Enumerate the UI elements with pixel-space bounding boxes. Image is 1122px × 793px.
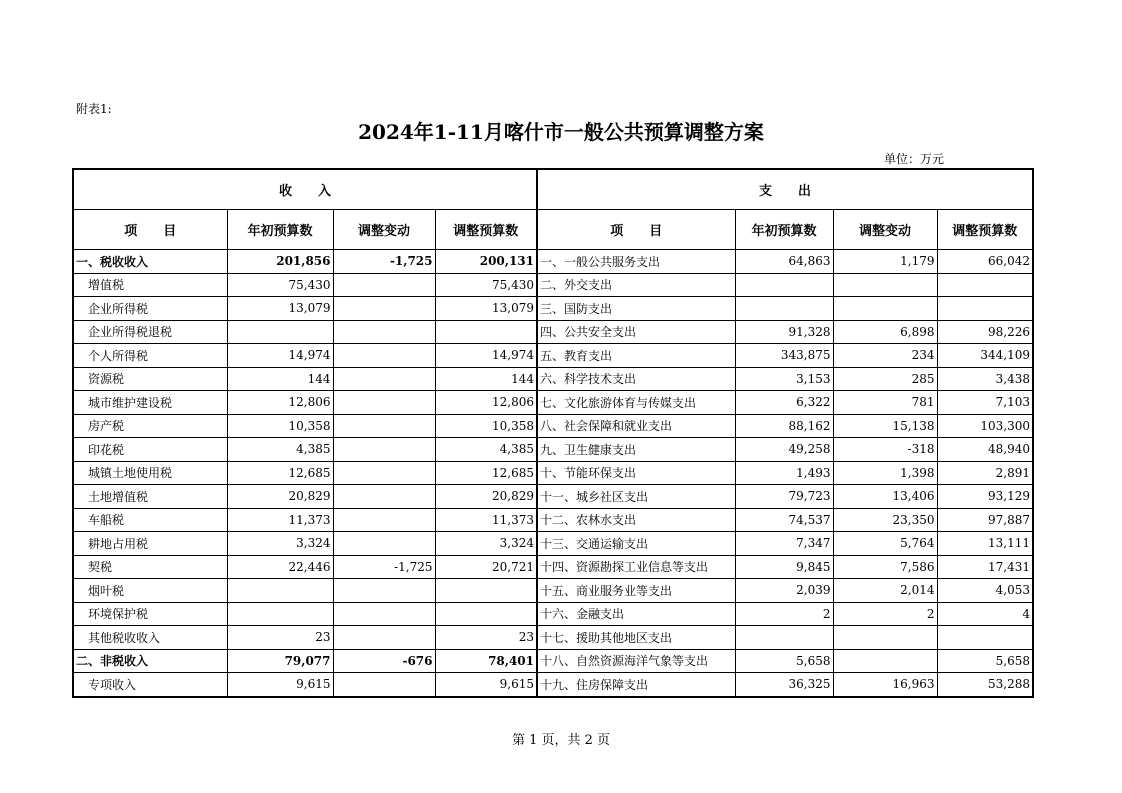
expense-change-cell: 13,406 [833, 485, 937, 509]
expense-initial-cell: 343,875 [735, 344, 833, 368]
expense-adjusted-cell: 103,300 [937, 414, 1033, 438]
expense-change-cell: 23,350 [833, 508, 937, 532]
table-row [73, 579, 1033, 603]
expense-change-header: 调整变动 [833, 210, 937, 250]
column-header-row [73, 210, 1033, 250]
expense-change-cell [833, 649, 937, 673]
income-adjusted-cell: 13,079 [435, 297, 537, 321]
income-item-cell: 耕地占用税 [73, 532, 227, 556]
table-row [73, 485, 1033, 509]
expense-initial-cell: 2 [735, 602, 833, 626]
table-row [73, 320, 1033, 344]
expense-initial-cell [735, 626, 833, 650]
expense-adjusted-cell [937, 297, 1033, 321]
expense-item-header: 项 目 [537, 210, 735, 250]
income-item-cell: 房产税 [73, 414, 227, 438]
income-initial-cell: 11,373 [227, 508, 333, 532]
expense-change-cell: 7,586 [833, 555, 937, 579]
income-change-cell [333, 438, 435, 462]
income-initial-cell: 75,430 [227, 273, 333, 297]
income-item-cell: 企业所得税 [73, 297, 227, 321]
income-change-cell [333, 461, 435, 485]
page-footer: 第 1 页，共 2 页 [511, 733, 611, 748]
table-row [73, 602, 1033, 626]
income-initial-cell: 79,077 [227, 649, 333, 673]
income-adjusted-cell: 78,401 [435, 649, 537, 673]
expense-initial-header: 年初预算数 [735, 210, 833, 250]
expense-initial-cell: 5,658 [735, 649, 833, 673]
expense-change-cell: 781 [833, 391, 937, 415]
expense-initial-cell: 1,493 [735, 461, 833, 485]
expense-initial-cell [735, 297, 833, 321]
income-item-cell: 土地增值税 [73, 485, 227, 509]
table-row [73, 673, 1033, 697]
income-change-cell [333, 579, 435, 603]
income-adjusted-cell: 75,430 [435, 273, 537, 297]
expense-change-cell: 234 [833, 344, 937, 368]
income-item-cell: 专项收入 [73, 673, 227, 697]
income-initial-cell: 22,446 [227, 555, 333, 579]
expense-change-cell: 15,138 [833, 414, 937, 438]
table-row [73, 273, 1033, 297]
expense-adjusted-cell: 5,658 [937, 649, 1033, 673]
expense-initial-cell: 49,258 [735, 438, 833, 462]
expense-change-cell: -318 [833, 438, 937, 462]
income-initial-cell [227, 602, 333, 626]
income-adjusted-cell [435, 602, 537, 626]
expense-adjusted-cell: 17,431 [937, 555, 1033, 579]
income-change-cell [333, 320, 435, 344]
expense-item-cell: 三、国防支出 [537, 297, 735, 321]
income-change-cell [333, 673, 435, 697]
income-item-cell: 城市维护建设税 [73, 391, 227, 415]
expense-initial-cell: 79,723 [735, 485, 833, 509]
income-initial-cell: 23 [227, 626, 333, 650]
income-change-cell [333, 602, 435, 626]
income-change-cell [333, 367, 435, 391]
income-item-cell: 个人所得税 [73, 344, 227, 368]
income-adjusted-cell: 200,131 [435, 250, 537, 274]
expense-change-cell: 2 [833, 602, 937, 626]
expense-item-cell: 十九、住房保障支出 [537, 673, 735, 697]
income-adjusted-cell: 20,829 [435, 485, 537, 509]
income-item-cell: 企业所得税退税 [73, 320, 227, 344]
income-change-cell [333, 273, 435, 297]
expense-item-cell: 十七、援助其他地区支出 [537, 626, 735, 650]
budget-table [72, 168, 1034, 698]
income-item-cell: 环境保护税 [73, 602, 227, 626]
expense-item-cell: 一、一般公共服务支出 [537, 250, 735, 274]
expense-adjusted-cell: 3,438 [937, 367, 1033, 391]
expense-adjusted-header: 调整预算数 [937, 210, 1033, 250]
expense-item-cell: 四、公共安全支出 [537, 320, 735, 344]
page-title: 2024年1-11月喀什市一般公共预算调整方案 [358, 120, 764, 144]
income-initial-cell: 201,856 [227, 250, 333, 274]
expense-initial-cell: 64,863 [735, 250, 833, 274]
income-item-cell: 一、税收收入 [73, 250, 227, 274]
income-initial-header: 年初预算数 [227, 210, 333, 250]
income-item-cell: 印花税 [73, 438, 227, 462]
table-row [73, 555, 1033, 579]
expense-initial-cell: 6,322 [735, 391, 833, 415]
expense-adjusted-cell: 98,226 [937, 320, 1033, 344]
income-item-cell: 城镇土地使用税 [73, 461, 227, 485]
income-initial-cell [227, 579, 333, 603]
expense-item-cell: 十三、交通运输支出 [537, 532, 735, 556]
income-adjusted-cell: 144 [435, 367, 537, 391]
income-initial-cell: 10,358 [227, 414, 333, 438]
expense-item-cell: 十六、金融支出 [537, 602, 735, 626]
expense-section-header: 支 出 [537, 169, 1033, 210]
table-row [73, 626, 1033, 650]
expense-item-cell: 九、卫生健康支出 [537, 438, 735, 462]
income-change-cell: -1,725 [333, 555, 435, 579]
expense-adjusted-cell: 97,887 [937, 508, 1033, 532]
expense-change-cell: 1,179 [833, 250, 937, 274]
expense-change-cell: 1,398 [833, 461, 937, 485]
expense-item-cell: 七、文化旅游体育与传媒支出 [537, 391, 735, 415]
table-row [73, 344, 1033, 368]
expense-item-cell: 十四、资源勘探工业信息等支出 [537, 555, 735, 579]
income-initial-cell: 12,685 [227, 461, 333, 485]
expense-item-cell: 八、社会保障和就业支出 [537, 414, 735, 438]
expense-change-cell: 2,014 [833, 579, 937, 603]
income-initial-cell: 20,829 [227, 485, 333, 509]
income-change-cell [333, 508, 435, 532]
unit-label: 单位：万元 [884, 152, 945, 166]
income-initial-cell: 3,324 [227, 532, 333, 556]
income-item-cell: 增值税 [73, 273, 227, 297]
expense-change-cell [833, 297, 937, 321]
expense-adjusted-cell: 4,053 [937, 579, 1033, 603]
expense-change-cell: 16,963 [833, 673, 937, 697]
expense-adjusted-cell [937, 273, 1033, 297]
income-item-cell: 其他税收收入 [73, 626, 227, 650]
expense-initial-cell: 2,039 [735, 579, 833, 603]
expense-adjusted-cell: 7,103 [937, 391, 1033, 415]
income-adjusted-cell: 3,324 [435, 532, 537, 556]
income-change-cell [333, 532, 435, 556]
expense-initial-cell [735, 273, 833, 297]
expense-item-cell: 十、节能环保支出 [537, 461, 735, 485]
income-change-cell [333, 344, 435, 368]
income-item-cell: 契税 [73, 555, 227, 579]
expense-adjusted-cell: 48,940 [937, 438, 1033, 462]
income-section-header: 收 入 [73, 169, 537, 210]
income-adjusted-cell: 4,385 [435, 438, 537, 462]
expense-initial-cell: 88,162 [735, 414, 833, 438]
income-initial-cell: 144 [227, 367, 333, 391]
expense-adjusted-cell: 93,129 [937, 485, 1033, 509]
income-adjusted-cell: 12,685 [435, 461, 537, 485]
expense-item-cell: 十一、城乡社区支出 [537, 485, 735, 509]
expense-initial-cell: 3,153 [735, 367, 833, 391]
table-row [73, 297, 1033, 321]
table-row [73, 532, 1033, 556]
income-initial-cell: 13,079 [227, 297, 333, 321]
expense-adjusted-cell: 2,891 [937, 461, 1033, 485]
income-adjusted-cell: 10,358 [435, 414, 537, 438]
expense-item-cell: 六、科学技术支出 [537, 367, 735, 391]
expense-change-cell: 285 [833, 367, 937, 391]
expense-item-cell: 二、外交支出 [537, 273, 735, 297]
expense-item-cell: 十八、自然资源海洋气象等支出 [537, 649, 735, 673]
income-adjusted-cell: 23 [435, 626, 537, 650]
income-item-cell: 二、非税收入 [73, 649, 227, 673]
expense-item-cell: 五、教育支出 [537, 344, 735, 368]
expense-adjusted-cell: 4 [937, 602, 1033, 626]
income-item-cell: 烟叶税 [73, 579, 227, 603]
table-row [73, 414, 1033, 438]
expense-change-cell: 6,898 [833, 320, 937, 344]
income-adjusted-header: 调整预算数 [435, 210, 537, 250]
expense-adjusted-cell: 53,288 [937, 673, 1033, 697]
income-initial-cell: 14,974 [227, 344, 333, 368]
income-adjusted-cell: 20,721 [435, 555, 537, 579]
section-header-row [73, 169, 1033, 210]
income-initial-cell: 9,615 [227, 673, 333, 697]
expense-item-cell: 十二、农林水支出 [537, 508, 735, 532]
table-row [73, 461, 1033, 485]
income-change-cell [333, 391, 435, 415]
income-change-cell [333, 414, 435, 438]
table-row [73, 391, 1033, 415]
income-change-header: 调整变动 [333, 210, 435, 250]
expense-adjusted-cell [937, 626, 1033, 650]
expense-initial-cell: 74,537 [735, 508, 833, 532]
table-row [73, 508, 1033, 532]
income-change-cell: -676 [333, 649, 435, 673]
income-change-cell [333, 485, 435, 509]
expense-change-cell: 5,764 [833, 532, 937, 556]
income-item-cell: 车船税 [73, 508, 227, 532]
income-adjusted-cell [435, 320, 537, 344]
expense-change-cell [833, 273, 937, 297]
income-adjusted-cell: 14,974 [435, 344, 537, 368]
attachment-label: 附表1: [76, 102, 112, 116]
income-adjusted-cell [435, 579, 537, 603]
expense-initial-cell: 91,328 [735, 320, 833, 344]
income-change-cell: -1,725 [333, 250, 435, 274]
income-change-cell [333, 626, 435, 650]
table-row [73, 367, 1033, 391]
expense-initial-cell: 36,325 [735, 673, 833, 697]
table-row [73, 649, 1033, 673]
income-initial-cell: 12,806 [227, 391, 333, 415]
income-change-cell [333, 297, 435, 321]
expense-initial-cell: 9,845 [735, 555, 833, 579]
income-item-header: 项 目 [73, 210, 227, 250]
income-item-cell: 资源税 [73, 367, 227, 391]
income-adjusted-cell: 12,806 [435, 391, 537, 415]
expense-item-cell: 十五、商业服务业等支出 [537, 579, 735, 603]
table-row [73, 438, 1033, 462]
expense-adjusted-cell: 66,042 [937, 250, 1033, 274]
income-adjusted-cell: 11,373 [435, 508, 537, 532]
expense-adjusted-cell: 344,109 [937, 344, 1033, 368]
expense-adjusted-cell: 13,111 [937, 532, 1033, 556]
income-initial-cell: 4,385 [227, 438, 333, 462]
income-adjusted-cell: 9,615 [435, 673, 537, 697]
expense-initial-cell: 7,347 [735, 532, 833, 556]
table-row [73, 250, 1033, 274]
income-initial-cell [227, 320, 333, 344]
expense-change-cell [833, 626, 937, 650]
